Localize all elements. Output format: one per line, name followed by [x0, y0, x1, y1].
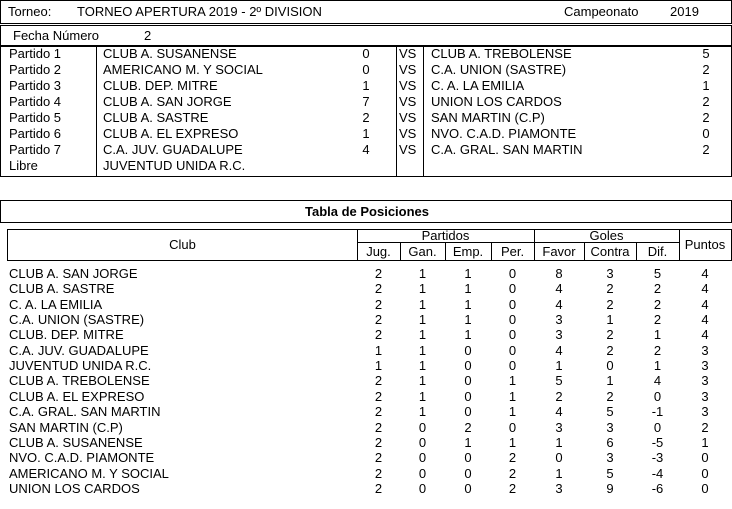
- standings-table: [0, 229, 732, 504]
- home-team: CLUB A. SASTRE: [103, 110, 209, 125]
- stat-favor: 4: [555, 342, 563, 358]
- stat-dif: -6: [651, 480, 664, 496]
- col-contra: Contra: [590, 244, 630, 259]
- col-jug: Jug.: [366, 244, 391, 259]
- home-score: 1: [362, 78, 370, 93]
- stat-contra: 6: [606, 434, 614, 450]
- away-score: 2: [702, 62, 710, 77]
- stat-dif: -3: [651, 450, 664, 466]
- stat-emp: 1: [464, 266, 472, 281]
- stat-emp: 1: [464, 296, 472, 312]
- club-name: JUVENTUD UNIDA R.C.: [9, 358, 152, 374]
- stat-emp: 0: [464, 480, 472, 496]
- table-row: [0, 358, 732, 373]
- col-puntos: Puntos: [684, 237, 726, 252]
- stat-per: 0: [508, 419, 517, 435]
- stat-gan: 0: [418, 434, 427, 450]
- vs-label: VS: [399, 62, 417, 77]
- stat-gan: 0: [418, 465, 427, 481]
- stat-gan: 0: [418, 480, 427, 496]
- stat-pts: 4: [701, 296, 709, 312]
- away-team: C.A. GRAL. SAN MARTIN: [431, 142, 583, 157]
- stat-emp: 0: [464, 450, 472, 466]
- away-team: SAN MARTIN (C.P): [431, 110, 545, 125]
- match-label: Partido 6: [9, 126, 62, 141]
- stat-emp: 2: [464, 419, 472, 435]
- stat-per: 2: [508, 465, 517, 481]
- stat-pts: 0: [701, 450, 709, 466]
- col-club: Club: [169, 237, 196, 252]
- stat-pts: 0: [701, 465, 709, 481]
- vs-label: VS: [399, 78, 417, 93]
- stat-gan: 1: [418, 266, 427, 281]
- stat-per: 2: [508, 480, 517, 496]
- stat-favor: 4: [555, 404, 563, 420]
- stat-gan: 1: [418, 312, 427, 327]
- vs-label: VS: [399, 46, 417, 61]
- stat-contra: 2: [606, 342, 614, 358]
- stat-jug: 2: [374, 312, 383, 327]
- stat-favor: 3: [555, 312, 563, 327]
- stat-pts: 4: [701, 312, 709, 327]
- home-score: 1: [362, 126, 370, 141]
- stat-emp: 1: [464, 281, 472, 297]
- stat-jug: 2: [374, 388, 383, 404]
- stat-emp: 1: [464, 312, 472, 327]
- stat-jug: 2: [374, 266, 383, 281]
- club-name: CLUB A. SASTRE: [9, 281, 115, 297]
- stat-contra: 3: [606, 450, 614, 466]
- club-name: CLUB A. TREBOLENSE: [9, 373, 150, 389]
- stat-favor: 4: [555, 296, 563, 312]
- standings-title: Tabla de Posiciones: [304, 204, 430, 219]
- stat-dif: 1: [653, 327, 662, 343]
- match-label: Partido 4: [9, 94, 62, 109]
- stat-favor: 3: [555, 327, 563, 343]
- home-team: CLUB A. EL EXPRESO: [103, 126, 239, 141]
- table-row: [0, 297, 732, 312]
- home-score: 2: [362, 110, 370, 125]
- stat-jug: 2: [374, 373, 383, 389]
- libre-label: Libre: [9, 158, 38, 173]
- stat-pts: 0: [701, 480, 709, 496]
- stat-dif: 2: [653, 296, 662, 312]
- match-label: Partido 2: [9, 62, 62, 77]
- stat-emp: 0: [464, 465, 472, 481]
- stat-contra: 2: [606, 281, 614, 297]
- table-row: [0, 466, 732, 481]
- stat-gan: 0: [418, 450, 427, 466]
- col-emp: Emp.: [452, 244, 484, 259]
- campeonato-year: 2019: [670, 4, 699, 19]
- stat-emp: 0: [464, 404, 472, 420]
- stat-gan: 1: [418, 327, 427, 343]
- stat-per: 0: [508, 296, 517, 312]
- stat-emp: 0: [464, 373, 472, 389]
- campeonato-label: Campeonato: [564, 4, 639, 19]
- stat-contra: 3: [606, 266, 614, 281]
- stat-jug: 2: [374, 404, 383, 420]
- stat-dif: 2: [653, 281, 662, 297]
- stat-gan: 1: [418, 373, 427, 389]
- stat-emp: 1: [464, 434, 472, 450]
- torneo-label: Torneo:: [8, 4, 52, 19]
- away-score: 2: [702, 110, 710, 125]
- col-per: Per.: [500, 244, 525, 259]
- stat-per: 0: [508, 358, 517, 374]
- club-name: CLUB A. SUSANENSE: [9, 434, 143, 450]
- stat-dif: 5: [653, 266, 662, 281]
- vs-label: VS: [399, 142, 417, 157]
- stat-dif: 0: [653, 419, 662, 435]
- stat-jug: 2: [374, 327, 383, 343]
- stat-gan: 1: [418, 342, 427, 358]
- table-row: [0, 435, 732, 450]
- club-name: NVO. C.A.D. PIAMONTE: [9, 450, 155, 466]
- home-score: 7: [362, 94, 370, 109]
- table-row: [0, 404, 732, 419]
- stat-contra: 2: [606, 388, 614, 404]
- stat-emp: 0: [464, 388, 472, 404]
- stat-pts: 2: [701, 419, 709, 435]
- stat-jug: 2: [374, 419, 383, 435]
- stat-gan: 1: [418, 281, 427, 297]
- away-team: C.A. UNION (SASTRE): [431, 62, 567, 77]
- table-row: [0, 373, 732, 388]
- stat-dif: 4: [653, 373, 662, 389]
- home-team: CLUB A. SUSANENSE: [103, 46, 237, 61]
- club-name: CLUB A. EL EXPRESO: [9, 388, 145, 404]
- stat-favor: 1: [555, 434, 563, 450]
- stat-per: 1: [508, 373, 517, 389]
- club-name: SAN MARTIN (C.P): [9, 419, 123, 435]
- stat-per: 1: [508, 434, 517, 450]
- stat-pts: 3: [701, 373, 709, 389]
- table-row: [0, 266, 732, 281]
- stat-gan: 1: [418, 404, 427, 420]
- stat-pts: 1: [701, 434, 709, 450]
- stat-favor: 3: [555, 480, 563, 496]
- col-partidos: Partidos: [421, 228, 470, 243]
- stat-contra: 3: [606, 419, 614, 435]
- table-row: [0, 389, 732, 404]
- fecha-number: 2: [144, 28, 152, 43]
- stat-per: 0: [508, 312, 517, 327]
- stat-dif: 2: [653, 312, 662, 327]
- away-score: 2: [702, 142, 710, 157]
- stat-dif: -5: [651, 434, 664, 450]
- stat-contra: 1: [606, 312, 614, 327]
- standings-title-bar: [0, 200, 732, 223]
- stat-dif: 2: [653, 342, 662, 358]
- stat-dif: -4: [651, 465, 664, 481]
- stat-pts: 4: [701, 327, 709, 343]
- home-score: 0: [362, 46, 370, 61]
- home-team: CLUB. DEP. MITRE: [103, 78, 218, 93]
- club-name: C. A. LA EMILIA: [9, 296, 103, 312]
- table-row: [0, 481, 732, 496]
- home-team: C.A. JUV. GUADALUPE: [103, 142, 243, 157]
- stat-pts: 4: [701, 281, 709, 297]
- away-team: CLUB A. TREBOLENSE: [431, 46, 572, 61]
- stat-favor: 0: [555, 450, 563, 466]
- table-row: [0, 450, 732, 465]
- stat-contra: 0: [606, 358, 614, 374]
- club-name: C.A. UNION (SASTRE): [9, 312, 145, 327]
- away-team: NVO. C.A.D. PIAMONTE: [431, 126, 577, 141]
- stat-favor: 5: [555, 373, 563, 389]
- stat-pts: 3: [701, 358, 709, 374]
- stat-contra: 5: [606, 404, 614, 420]
- stat-per: 0: [508, 281, 517, 297]
- match-label: Partido 3: [9, 78, 62, 93]
- col-dif: Dif.: [647, 244, 668, 259]
- table-row: [0, 327, 732, 342]
- stat-favor: 2: [555, 388, 563, 404]
- home-team: CLUB A. SAN JORGE: [103, 94, 232, 109]
- stat-dif: 1: [653, 358, 662, 374]
- stat-pts: 4: [701, 266, 709, 281]
- stat-contra: 5: [606, 465, 614, 481]
- vs-label: VS: [399, 110, 417, 125]
- stat-favor: 4: [555, 281, 563, 297]
- stat-jug: 1: [374, 358, 383, 374]
- away-team: UNION LOS CARDOS: [431, 94, 562, 109]
- torneo-name: TORNEO APERTURA 2019 - 2º DIVISION: [77, 4, 322, 19]
- match-label: Partido 1: [9, 46, 62, 61]
- stat-contra: 2: [606, 296, 614, 312]
- fecha-bar: [0, 25, 732, 46]
- stat-gan: 0: [418, 419, 427, 435]
- club-name: CLUB A. SAN JORGE: [9, 266, 138, 281]
- table-row: [0, 343, 732, 358]
- stat-jug: 2: [374, 450, 383, 466]
- stat-jug: 2: [374, 296, 383, 312]
- matches-table: [0, 46, 732, 177]
- stat-per: 1: [508, 388, 517, 404]
- stat-emp: 0: [464, 358, 472, 374]
- table-row: [0, 281, 732, 296]
- stat-favor: 1: [555, 465, 563, 481]
- col-goles: Goles: [589, 228, 624, 243]
- club-name: C.A. GRAL. SAN MARTIN: [9, 404, 161, 420]
- stat-jug: 2: [374, 480, 383, 496]
- stat-per: 1: [508, 404, 517, 420]
- away-team: C. A. LA EMILIA: [431, 78, 525, 93]
- match-label: Partido 7: [9, 142, 62, 157]
- stat-dif: 0: [653, 388, 662, 404]
- vs-label: VS: [399, 126, 417, 141]
- club-name: CLUB. DEP. MITRE: [9, 327, 124, 343]
- stat-gan: 1: [418, 296, 427, 312]
- away-score: 2: [702, 94, 710, 109]
- away-score: 1: [702, 78, 710, 93]
- stat-per: 2: [508, 450, 517, 466]
- home-score: 4: [362, 142, 370, 157]
- away-score: 0: [702, 126, 710, 141]
- stat-gan: 1: [418, 388, 427, 404]
- match-label: Partido 5: [9, 110, 62, 125]
- stat-per: 0: [508, 327, 517, 343]
- club-name: UNION LOS CARDOS: [9, 480, 140, 496]
- col-gan: Gan.: [408, 244, 437, 259]
- stat-favor: 1: [555, 358, 563, 374]
- fecha-label: Fecha Número: [13, 28, 99, 43]
- club-name: C.A. JUV. GUADALUPE: [9, 342, 149, 358]
- stat-emp: 0: [464, 342, 472, 358]
- stat-gan: 1: [418, 358, 427, 374]
- stat-pts: 3: [701, 404, 709, 420]
- stat-contra: 1: [606, 373, 614, 389]
- stat-pts: 3: [701, 342, 709, 358]
- vs-label: VS: [399, 94, 417, 109]
- stat-pts: 3: [701, 388, 709, 404]
- stat-jug: 2: [374, 281, 383, 297]
- stat-favor: 8: [555, 266, 563, 281]
- stat-jug: 1: [374, 342, 383, 358]
- stat-dif: -1: [651, 404, 664, 420]
- stat-per: 0: [508, 266, 517, 281]
- home-score: 0: [362, 62, 370, 77]
- stat-contra: 9: [606, 480, 614, 496]
- table-row: [0, 420, 732, 435]
- away-score: 5: [702, 46, 710, 61]
- stat-jug: 2: [374, 465, 383, 481]
- stat-contra: 2: [606, 327, 614, 343]
- stat-favor: 3: [555, 419, 563, 435]
- stat-jug: 2: [374, 434, 383, 450]
- table-row: [0, 312, 732, 327]
- home-team: AMERICANO M. Y SOCIAL: [103, 62, 263, 77]
- col-favor: Favor: [542, 244, 576, 259]
- stat-per: 0: [508, 342, 517, 358]
- tournament-header: [0, 0, 732, 24]
- club-name: AMERICANO M. Y SOCIAL: [9, 465, 169, 481]
- stat-emp: 1: [464, 327, 472, 343]
- libre-team: JUVENTUD UNIDA R.C.: [103, 158, 246, 173]
